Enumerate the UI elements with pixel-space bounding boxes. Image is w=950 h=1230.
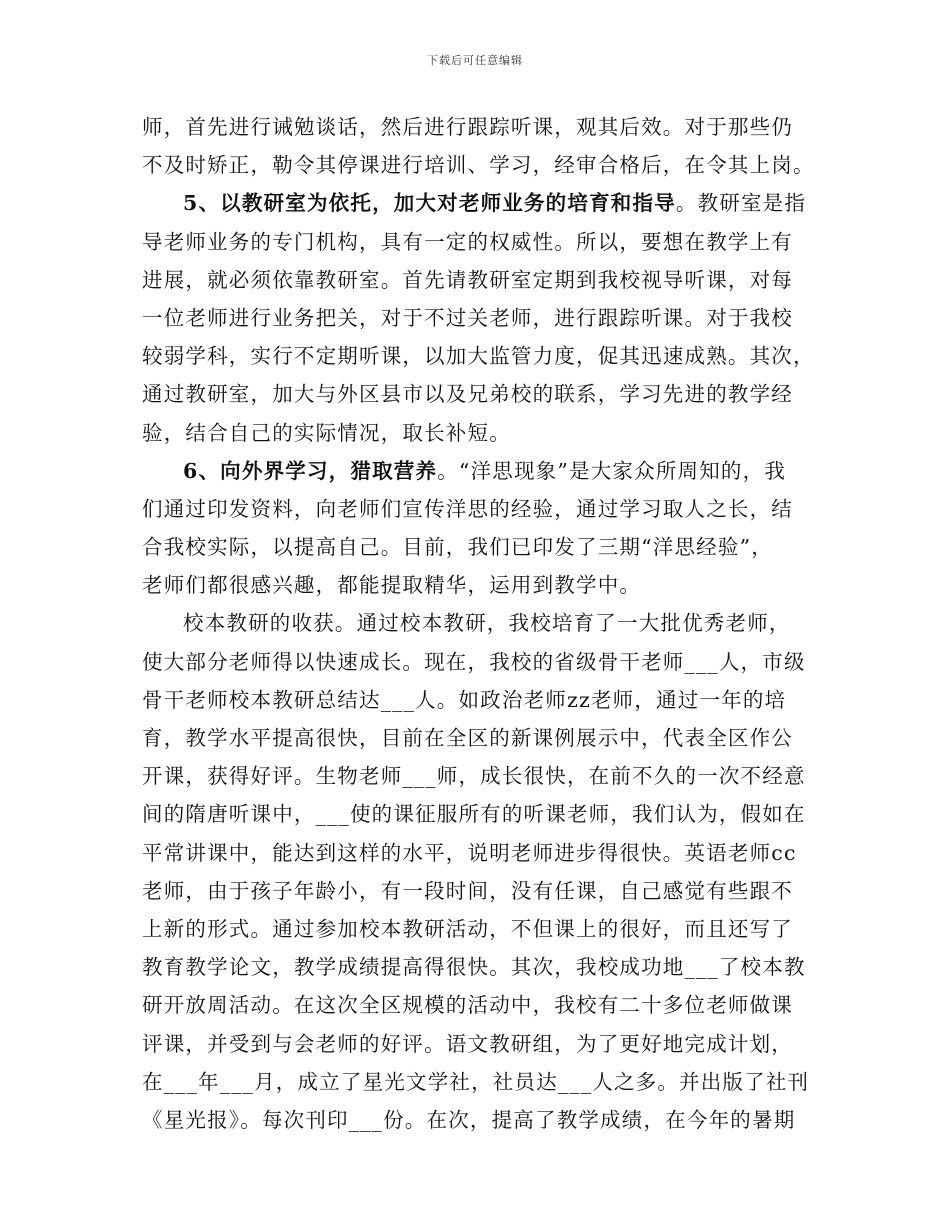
text-line: [142, 490, 822, 528]
line-text: 间的隋唐听课中，___使的课征服所有的听课老师，我们认为，假如在: [142, 802, 806, 827]
line-text: 骨干老师校本教研总结达___人。如政治老师zz老师，通过一年的培: [142, 687, 787, 712]
line-text: 《星光报》。每次刊印___份。在次，提高了教学成绩，在今年的暑期: [142, 1107, 796, 1132]
text-line: [142, 566, 822, 604]
line-text: 老师们都很感兴趣，都能提取精华，运用到教学中。: [142, 573, 642, 598]
line-text: 师，首先进行诫勉谈话，然后进行跟踪听课，观其后效。对于那些仍: [142, 115, 793, 139]
text-line: [142, 146, 822, 184]
text-line: [142, 223, 822, 261]
text-line: [142, 184, 822, 222]
text-line: [142, 795, 822, 833]
page-header: 下载后可任意编辑: [427, 54, 523, 67]
line-text: 老师，由于孩子年龄小，有一段时间，没有任课，自己感觉有些跟不: [142, 878, 793, 903]
text-line: [142, 452, 822, 490]
text-line: [142, 261, 822, 299]
line-text: 评课，并受到与会老师的好评。语文教研组，为了更好地完成计划，: [142, 1031, 793, 1056]
line-text: 不及时矫正，勒令其停课进行培训、学习，经审合格后，在令其上岗。: [142, 153, 815, 178]
line-text: 上新的形式。通过参加校本教研活动，不但课上的很好，而且还写了: [142, 916, 793, 941]
section-heading: 6、向外界学习，猎取营养: [183, 458, 438, 483]
text-line: [142, 108, 822, 146]
section-heading: 5、以教研室为依托，加大对老师业务的培育和指导: [183, 191, 676, 216]
text-line: [142, 872, 822, 910]
text-line: [142, 757, 822, 795]
line-text: 较弱学科，实行不定期听课，以加大监管力度，促其迅速成熟。其次，: [142, 344, 815, 369]
line-text: 们通过印发资料，向老师们宣传洋思的经验，通过学习取人之长，结: [142, 496, 793, 521]
text-line: [142, 643, 822, 681]
line-text: 开课，获得好评。生物老师___师，成长很快，在前不久的一次不经意: [142, 764, 806, 789]
line-text: 在___年___月，成立了星光文学社，社员达___人之多。并出版了社刊: [142, 1069, 810, 1094]
line-text: 导老师业务的专门机构，具有一定的权威性。所以，要想在教学上有: [142, 229, 793, 254]
line-text: 教育教学论文，教学成绩提高得很快。其次，我校成功地___了校本教: [142, 955, 806, 980]
document-body: [142, 108, 822, 1139]
line-text: 通过教研室，加大与外区县市以及兄弟校的联系，学习先进的教学经: [142, 382, 793, 407]
line-text: 研开放周活动。在这次全区规模的活动中，我校有二十多位老师做课: [142, 993, 793, 1018]
text-line: [142, 1101, 822, 1139]
text-line: [142, 1063, 822, 1101]
text-line: [142, 986, 822, 1024]
line-text: 育，教学水平提高很快，目前在全区的新课例展示中，代表全区作公: [142, 726, 793, 750]
text-line: [142, 681, 822, 719]
line-text: 校本教研的收获。通过校本教研，我校培育了一大批优秀老师，: [183, 611, 791, 636]
text-line: [142, 604, 822, 642]
text-line: [142, 719, 822, 757]
line-text: 平常讲课中，能达到这样的水平，说明老师进步得很快。英语老师cc: [142, 840, 797, 865]
line-text: 验，结合自己的实际情况，取长补短。: [142, 420, 511, 445]
line-text: 合我校实际，以提高自己。目前，我们已印发了三期“洋思经验”，: [142, 535, 773, 560]
line-text: 一位老师进行业务把关，对于不过关老师，进行跟踪听课。对于我校: [142, 305, 793, 330]
text-line: [142, 948, 822, 986]
text-line: [142, 299, 822, 337]
text-line: [142, 1025, 822, 1063]
line-text: 。教研室是指: [675, 191, 807, 216]
text-line: [142, 528, 822, 566]
line-text: 。“洋思现象”是大家众所周知的，我: [437, 458, 787, 483]
text-line: [142, 414, 822, 452]
text-line: [142, 834, 822, 872]
line-text: 使大部分老师得以快速成长。现在，我校的省级骨干老师___人，市级: [142, 649, 806, 674]
line-text: 进展，就必须依靠教研室。首先请教研室定期到我校视导听课，对每: [142, 267, 793, 292]
text-line: [142, 910, 822, 948]
text-line: [142, 337, 822, 375]
text-line: [142, 375, 822, 413]
